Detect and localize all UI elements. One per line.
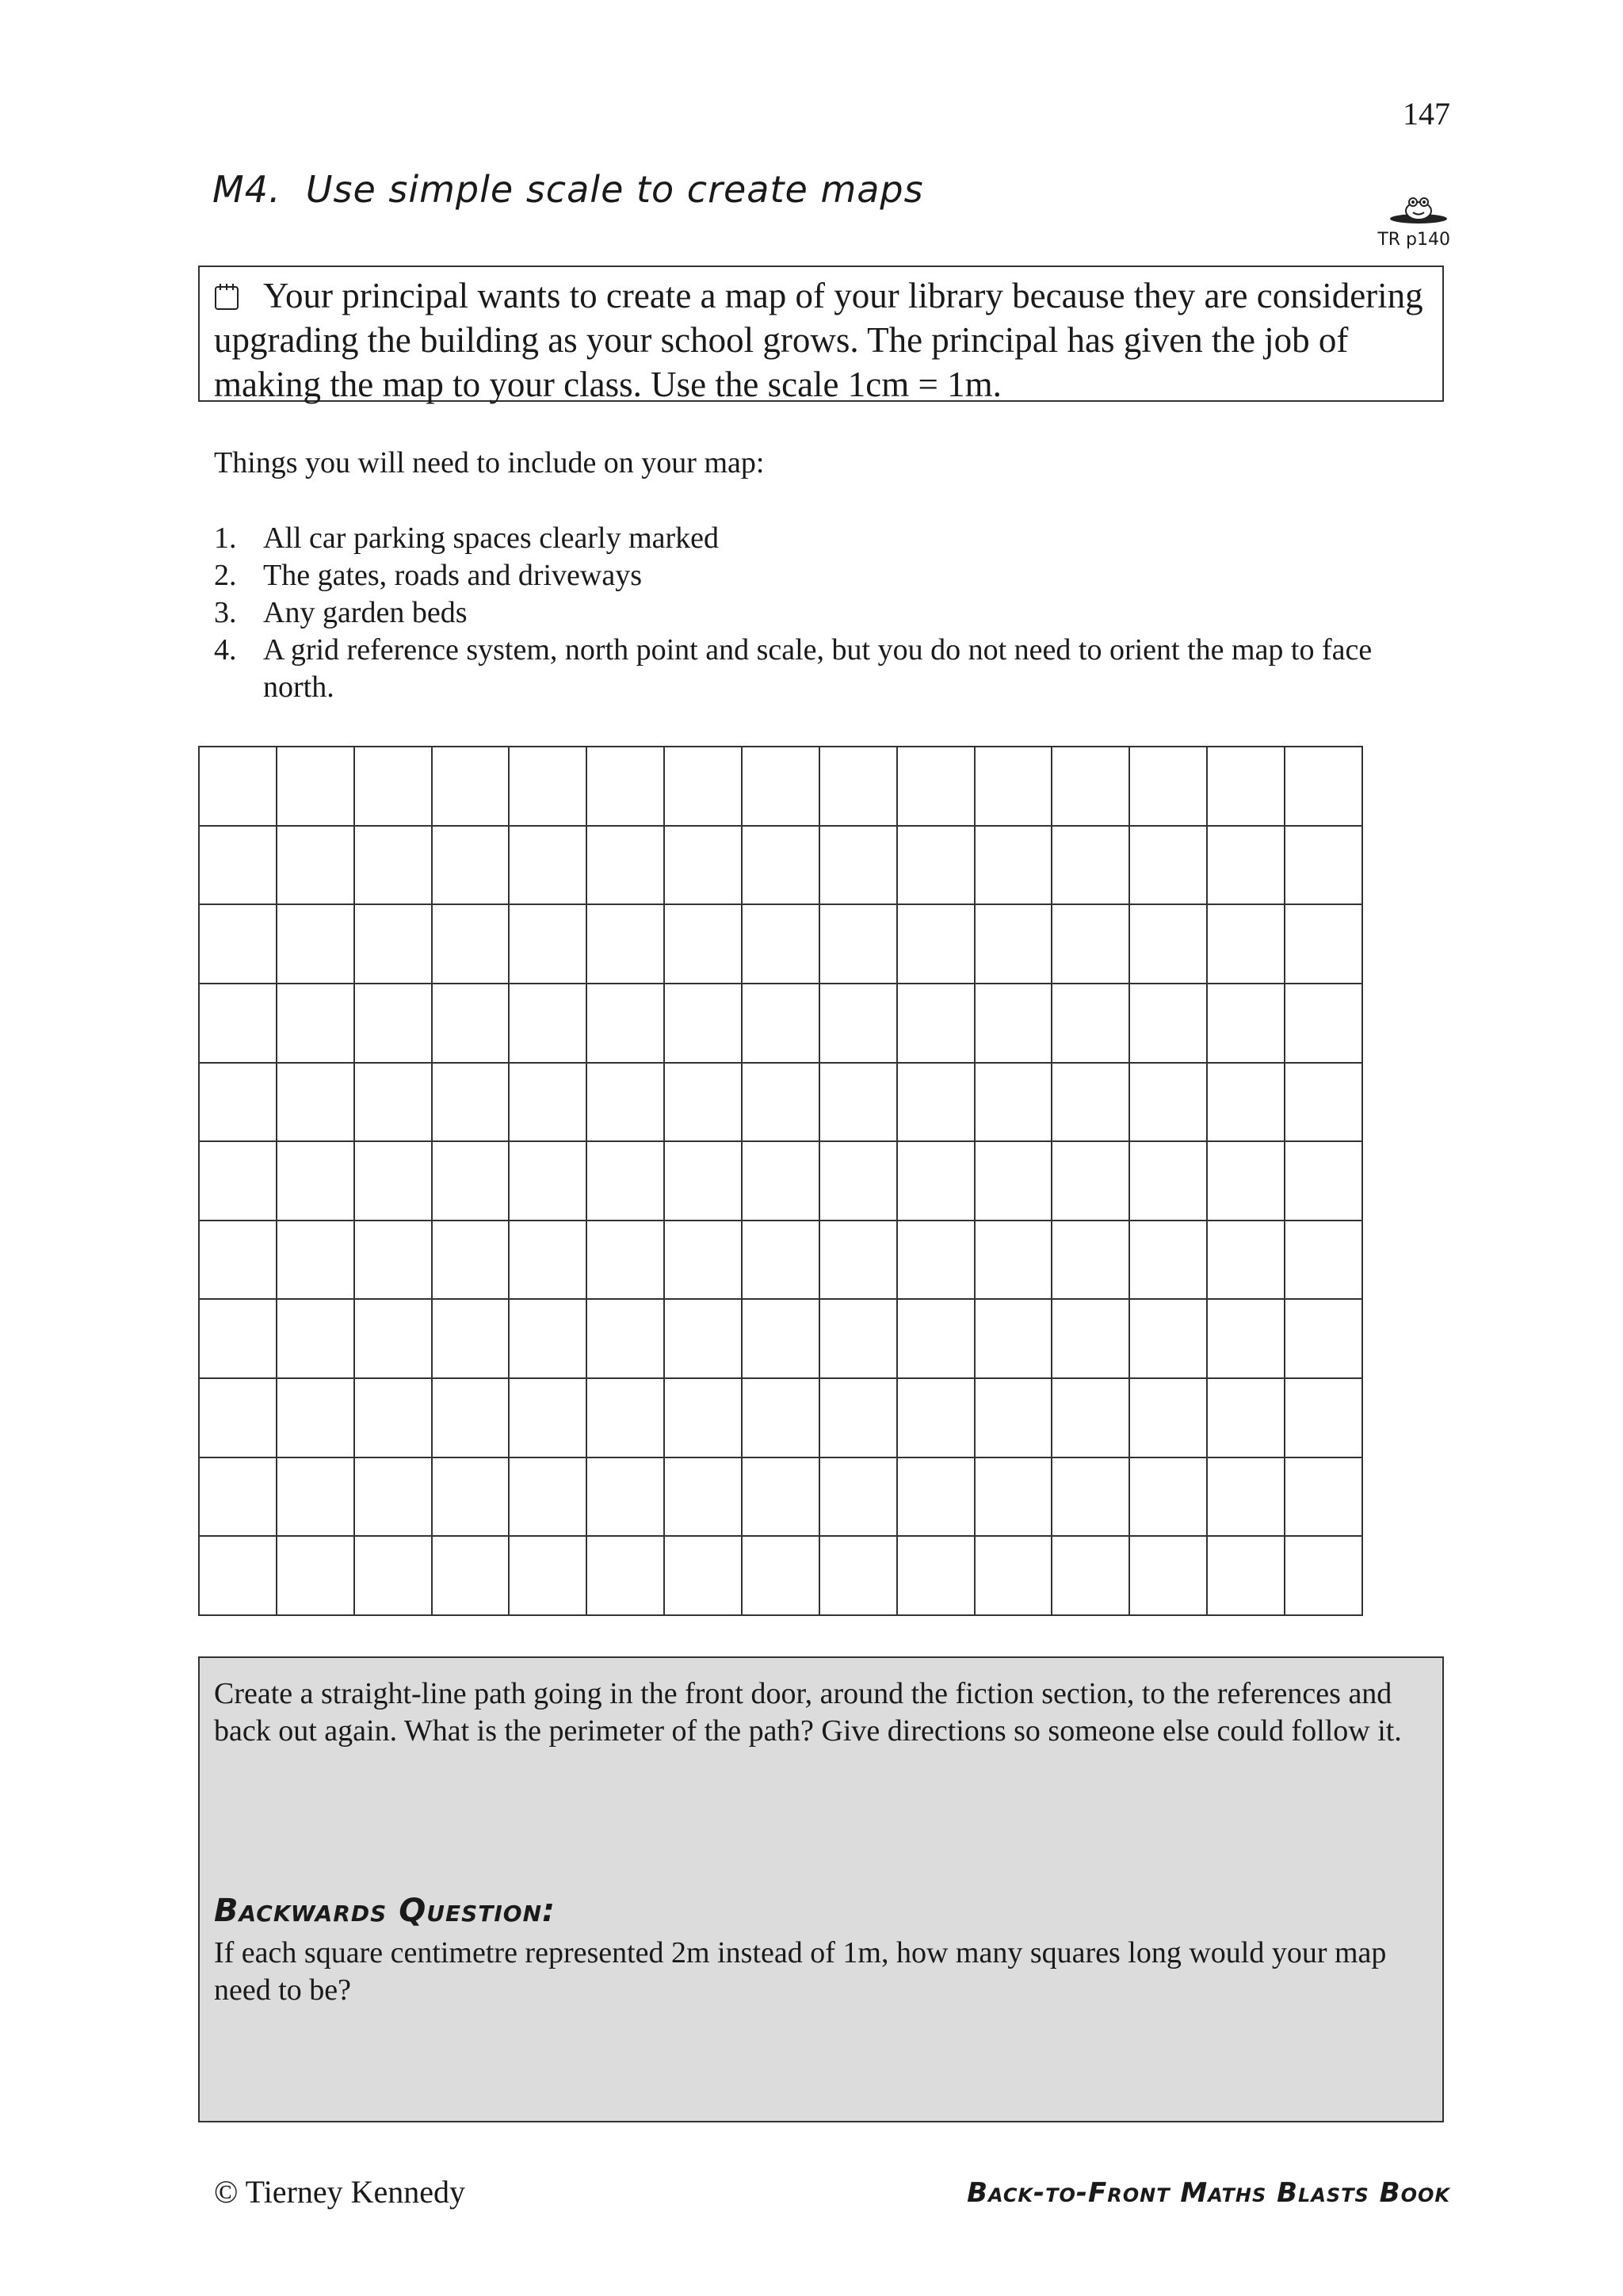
grid-cell[interactable] [1129,1536,1207,1615]
grid-cell[interactable] [1052,747,1129,826]
grid-cell[interactable] [199,1221,277,1300]
grid-cell[interactable] [199,747,277,826]
grid-cell[interactable] [586,1378,664,1457]
grid-cell[interactable] [432,1536,510,1615]
grid-cell[interactable] [199,1457,277,1537]
backwards-question-heading: Backwards Question: [214,1893,556,1929]
grid-cell[interactable] [1285,747,1362,826]
grid-cell[interactable] [897,904,975,984]
page-title: M4. Use simple scale to create maps [212,168,924,211]
grid-row [199,826,1362,905]
grid-cell[interactable] [1052,1063,1129,1142]
grid-cell[interactable] [1129,1457,1207,1537]
grid-cell[interactable] [1129,1063,1207,1142]
grid-cell[interactable] [1052,904,1129,984]
grid-cell[interactable] [1207,747,1285,826]
grid-cell[interactable] [1052,984,1129,1063]
list-item-number: 1. [214,521,237,555]
grid-cell[interactable] [975,984,1052,1063]
grid-cell[interactable] [277,747,354,826]
grid-cell[interactable] [819,1221,897,1300]
grid-cell[interactable] [664,984,742,1063]
grid-row [199,1457,1362,1537]
grid-cell[interactable] [897,826,975,905]
grid-cell[interactable] [1052,1536,1129,1615]
grid-cell[interactable] [897,1536,975,1615]
grid-cell[interactable] [199,984,277,1063]
grid-cell[interactable] [975,904,1052,984]
grid-cell[interactable] [819,1378,897,1457]
grid-cell[interactable] [742,984,819,1063]
grid-cell[interactable] [586,747,664,826]
grid-cell[interactable] [975,1063,1052,1142]
checklist [214,520,1450,706]
grid-cell[interactable] [664,1299,742,1378]
grid-cell[interactable] [509,747,586,826]
grid-cell[interactable] [199,904,277,984]
grid-cell[interactable] [199,1299,277,1378]
notepad-icon [214,282,239,311]
grid-cell[interactable] [199,1536,277,1615]
grid-cell[interactable] [975,1299,1052,1378]
grid-cell[interactable] [1207,1299,1285,1378]
grid-cell[interactable] [1285,1141,1362,1221]
grid-cell[interactable] [1207,1221,1285,1300]
grid-cell[interactable] [432,904,510,984]
grid-cell[interactable] [1207,1378,1285,1457]
grid-cell[interactable] [1207,984,1285,1063]
question-box [198,1656,1444,2122]
grid-row [199,904,1362,984]
grid-cell[interactable] [819,904,897,984]
grid-row [199,747,1362,826]
grid-cell[interactable] [1285,1457,1362,1537]
grid-cell[interactable] [1129,984,1207,1063]
grid-cell[interactable] [199,1141,277,1221]
grid-cell[interactable] [199,1378,277,1457]
grid-cell[interactable] [432,1141,510,1221]
grid-cell[interactable] [1285,1378,1362,1457]
grid-cell[interactable] [509,1141,586,1221]
grid-cell[interactable] [742,904,819,984]
grid-cell[interactable] [586,826,664,905]
backwards-question-text: If each square centimetre represented 2m instead of 1m, how many squares long would your map need to be? [214,1936,1387,2007]
grid-cell[interactable] [975,1378,1052,1457]
grid-cell[interactable] [432,1221,510,1300]
grid-cell[interactable] [277,1378,354,1457]
grid-cell[interactable] [664,1141,742,1221]
list-item-number: 3. [214,596,237,629]
grid-cell[interactable] [742,1536,819,1615]
list-item-text: The gates, roads and driveways [263,559,643,592]
grid-cell[interactable] [432,1457,510,1537]
grid-cell[interactable] [664,1063,742,1142]
list-item-number: 2. [214,559,237,592]
grid-cell[interactable] [664,1221,742,1300]
grid-cell[interactable] [1207,1141,1285,1221]
grid-cell[interactable] [277,1299,354,1378]
grid-cell[interactable] [819,747,897,826]
teacher-reference-label: TR p140 [1377,230,1450,250]
grid-cell[interactable] [664,826,742,905]
grid-cell[interactable] [199,1063,277,1142]
grid-cell[interactable] [1129,1141,1207,1221]
grid-cell[interactable] [975,826,1052,905]
grid-cell[interactable] [1129,904,1207,984]
grid-cell[interactable] [897,1378,975,1457]
grid-row [199,1536,1362,1615]
intro-box [198,266,1444,402]
grid-row [199,1299,1362,1378]
page-number: 147 [1403,96,1450,132]
grid-cell[interactable] [354,1299,432,1378]
grid-cell[interactable] [354,1457,432,1537]
grid-cell[interactable] [277,984,354,1063]
grid-cell[interactable] [819,1536,897,1615]
list-item-number: 4. [214,633,237,667]
grid-cell[interactable] [586,1299,664,1378]
grid-cell[interactable] [277,1457,354,1537]
list-item [214,520,1450,557]
grid-cell[interactable] [1129,747,1207,826]
grid-row [199,1221,1362,1300]
grid-cell[interactable] [277,904,354,984]
grid-cell[interactable] [432,1378,510,1457]
grid-cell[interactable] [432,1063,510,1142]
grid-cell[interactable] [975,1457,1052,1537]
grid-cell[interactable] [819,1141,897,1221]
grid-cell[interactable] [586,1141,664,1221]
grid-cell[interactable] [819,826,897,905]
grid-cell[interactable] [897,747,975,826]
grid-cell[interactable] [897,1299,975,1378]
grid-cell[interactable] [1207,1457,1285,1537]
grid-cell[interactable] [975,1141,1052,1221]
grid-cell[interactable] [1129,1299,1207,1378]
grid-cell[interactable] [509,1221,586,1300]
grid-cell[interactable] [897,1221,975,1300]
grid-cell[interactable] [1285,1536,1362,1615]
grid-cell[interactable] [509,1299,586,1378]
grid-cell[interactable] [586,1536,664,1615]
grid-row [199,1063,1362,1142]
grid-cell[interactable] [509,826,586,905]
grid-cell[interactable] [1052,826,1129,905]
grid-cell[interactable] [354,1378,432,1457]
grid-cell[interactable] [1129,826,1207,905]
grid-cell[interactable] [1052,1299,1129,1378]
grid-cell[interactable] [432,1299,510,1378]
grid-cell[interactable] [1285,1063,1362,1142]
grid-cell[interactable] [742,1299,819,1378]
path-question: Create a straight-line path going in the front door, around the fiction section, to the references and back out again. What is the perimeter of the path? Give directions so someone else could follow it. [214,1677,1402,1748]
grid-cell[interactable] [975,1221,1052,1300]
grid-cell[interactable] [1285,1299,1362,1378]
grid-cell[interactable] [586,1221,664,1300]
grid-cell[interactable] [354,1063,432,1142]
grid-cell[interactable] [742,747,819,826]
list-item [214,632,1450,706]
grid-cell[interactable] [897,1063,975,1142]
frog-icon [1387,192,1450,228]
grid-cell[interactable] [509,1457,586,1537]
grid-cell[interactable] [354,1221,432,1300]
map-grid[interactable] [198,746,1363,1616]
checklist-heading: Things you will need to include on your map: [214,446,765,479]
list-item [214,557,1450,594]
grid-cell[interactable] [975,1536,1052,1615]
list-item-text: All car parking spaces clearly marked [263,521,720,555]
grid-row [199,1141,1362,1221]
grid-cell[interactable] [742,1221,819,1300]
grid-cell[interactable] [819,984,897,1063]
grid-cell[interactable] [975,747,1052,826]
grid-cell[interactable] [742,1457,819,1537]
grid-cell[interactable] [586,904,664,984]
list-item-text: Any garden beds [263,596,468,629]
grid-cell[interactable] [742,1378,819,1457]
grid-cell[interactable] [354,747,432,826]
grid-cell[interactable] [819,1299,897,1378]
grid-cell[interactable] [1052,1221,1129,1300]
intro-text: Your principal wants to create a map of your library because they are considering upgrading the building as your school grows. The principal has given the job of making the map to your class. Use the scale 1cm = 1m. [214,276,1423,404]
grid-cell[interactable] [1052,1378,1129,1457]
grid-cell[interactable] [586,984,664,1063]
teacher-reference [1377,192,1450,250]
grid-cell[interactable] [509,1063,586,1142]
grid-cell[interactable] [354,1536,432,1615]
grid-cell[interactable] [1129,1378,1207,1457]
grid-cell[interactable] [1285,1221,1362,1300]
list-item-text: A grid reference system, north point and scale, but you do not need to orient the map to face north. [263,633,1373,704]
grid-cell[interactable] [432,984,510,1063]
grid-cell[interactable] [432,747,510,826]
grid-cell[interactable] [819,1457,897,1537]
grid-cell[interactable] [897,1141,975,1221]
grid-cell[interactable] [354,904,432,984]
grid-cell[interactable] [819,1063,897,1142]
grid-cell[interactable] [742,1063,819,1142]
grid-cell[interactable] [277,826,354,905]
grid-cell[interactable] [1207,904,1285,984]
grid-cell[interactable] [664,747,742,826]
grid-cell[interactable] [586,1063,664,1142]
grid-cell[interactable] [897,1457,975,1537]
grid-cell[interactable] [1052,1457,1129,1537]
grid-cell[interactable] [277,1221,354,1300]
grid-cell[interactable] [277,1141,354,1221]
grid-cell[interactable] [586,1457,664,1537]
grid-cell[interactable] [1207,826,1285,905]
grid-cell[interactable] [277,1063,354,1142]
book-title: Back-to-Front Maths Blasts Book [967,2177,1450,2209]
grid-cell[interactable] [664,904,742,984]
grid-cell[interactable] [664,1536,742,1615]
grid-cell[interactable] [1207,1063,1285,1142]
grid-row [199,984,1362,1063]
grid-row [199,1378,1362,1457]
copyright: © Tierney Kennedy [214,2174,466,2210]
grid-cell[interactable] [354,826,432,905]
grid-cell[interactable] [432,826,510,905]
grid-cell[interactable] [354,984,432,1063]
grid-cell[interactable] [742,1141,819,1221]
grid-cell[interactable] [509,1536,586,1615]
grid-cell[interactable] [664,1378,742,1457]
grid-cell[interactable] [354,1141,432,1221]
grid-cell[interactable] [509,904,586,984]
grid-cell[interactable] [1285,826,1362,905]
list-item [214,594,1450,632]
grid-cell[interactable] [277,1536,354,1615]
grid-cell[interactable] [1052,1141,1129,1221]
grid-cell[interactable] [1285,984,1362,1063]
grid-cell[interactable] [509,984,586,1063]
grid-cell[interactable] [1285,904,1362,984]
grid-cell[interactable] [897,984,975,1063]
grid-cell[interactable] [1129,1221,1207,1300]
grid-cell[interactable] [742,826,819,905]
grid-cell[interactable] [199,826,277,905]
grid-cell[interactable] [1207,1536,1285,1615]
grid-cell[interactable] [664,1457,742,1537]
grid-cell[interactable] [509,1378,586,1457]
